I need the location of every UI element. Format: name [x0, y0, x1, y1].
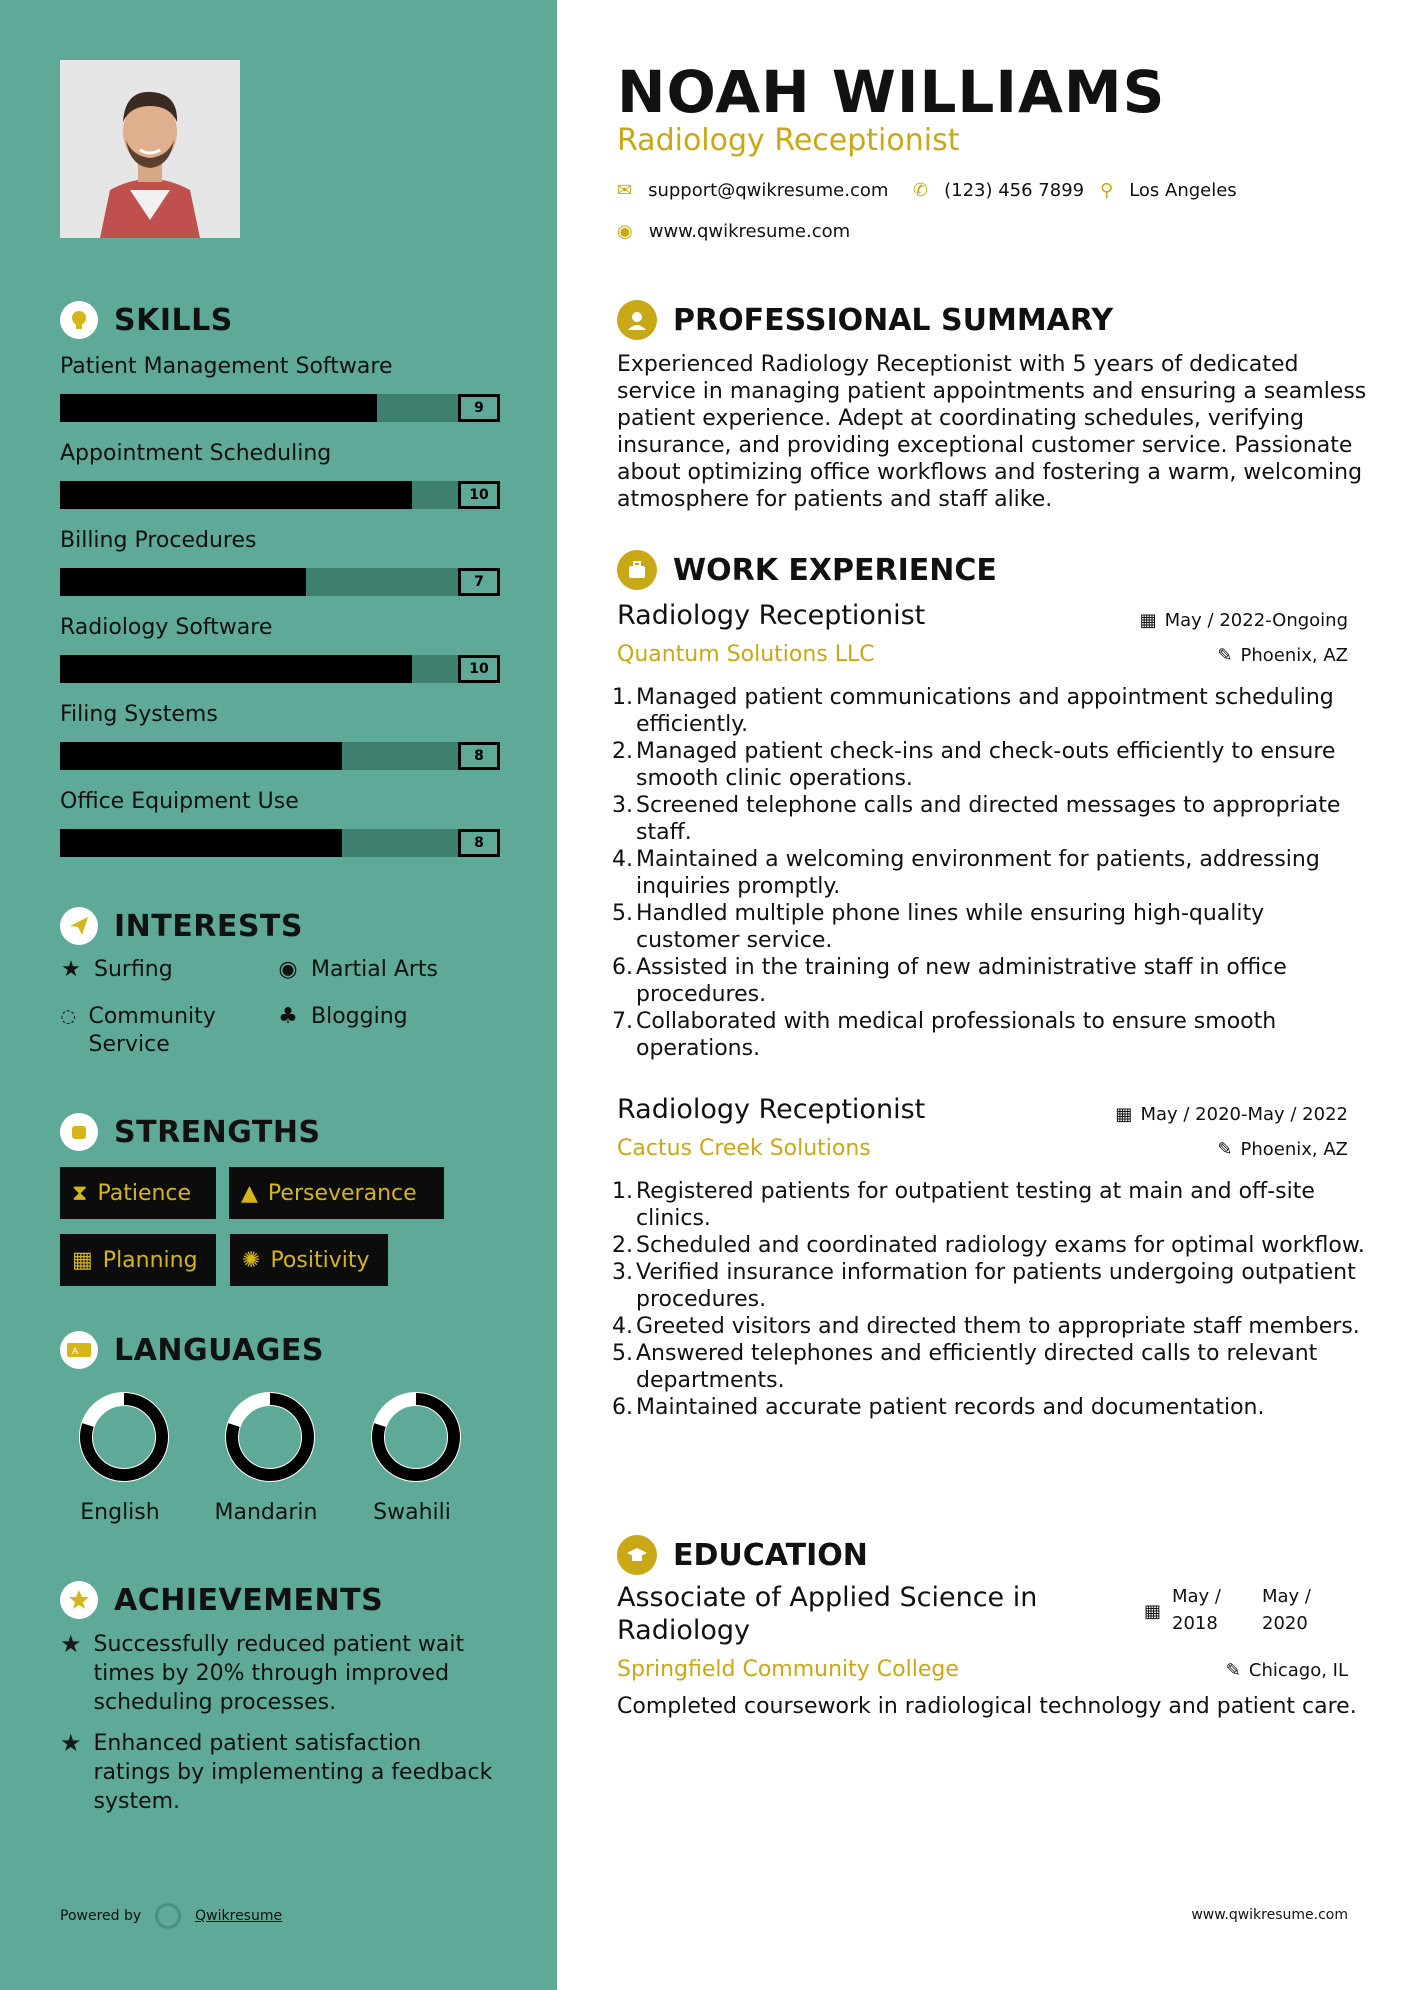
skill-item: [60, 526, 500, 590]
duty-text: Answered telephones and efficiently directed calls to relevant departments.: [636, 1341, 1318, 1393]
user-icon: [617, 300, 657, 340]
strength-chip: [230, 1234, 388, 1286]
interest-label: Martial Arts: [311, 957, 439, 982]
skill-bar: [60, 481, 500, 509]
interest-item: [277, 956, 438, 984]
experience-title: WORK EXPERIENCE: [673, 552, 997, 588]
skill-label: Patient Management Software: [60, 354, 393, 379]
language-gauge: [352, 1387, 472, 1491]
lightbulb-icon: [60, 301, 98, 339]
handshake-icon: ◌: [60, 1006, 77, 1027]
strength-label: Perseverance: [267, 1180, 417, 1206]
skill-bar: [60, 829, 500, 857]
education-end-line2: 2020: [1262, 1613, 1308, 1634]
duty-item: [612, 1232, 1372, 1259]
skill-bar-fill: [60, 394, 377, 422]
graduation-icon: [617, 1535, 657, 1575]
pin-icon: ✎: [1217, 645, 1233, 666]
duty-item: [612, 1008, 1372, 1062]
contact-phone: [913, 180, 1084, 201]
achievement-text: Enhanced patient satisfaction ratings by implementing a feedback system.: [93, 1731, 493, 1814]
duty-text: Handled multiple phone lines while ensuring high-quality customer service.: [636, 901, 1265, 953]
envelope-icon: ✉: [617, 180, 633, 201]
education-start-line1: May /: [1172, 1586, 1221, 1607]
skill-bar-fill: [60, 655, 412, 683]
education-heading: [617, 1535, 868, 1575]
duty-number: 3.: [612, 793, 633, 818]
sun-icon: ✺: [242, 1247, 261, 1273]
hourglass-icon: ⧗: [72, 1180, 88, 1206]
contact-email: [617, 180, 888, 201]
language-gauge: [206, 1387, 326, 1491]
powered-by: [60, 1903, 282, 1929]
star-icon: ★: [61, 957, 81, 982]
job-duties: [612, 684, 1372, 1062]
languages-title: LANGUAGES: [114, 1332, 324, 1368]
job-location-text: Phoenix, AZ: [1240, 645, 1348, 666]
achievement-text: Successfully reduced patient wait times by 20% through improved scheduling processes.: [93, 1632, 465, 1715]
interest-item: [60, 1003, 250, 1059]
skill-score: 9: [458, 394, 500, 422]
location-text: Los Angeles: [1129, 180, 1237, 201]
skill-bar: [60, 655, 500, 683]
education-end-date: [1262, 1583, 1311, 1637]
duty-text: Registered patients for outpatient testing at main and off-site clinics.: [636, 1179, 1315, 1231]
job-title: Radiology Receptionist: [617, 600, 926, 631]
duty-number: 6.: [612, 955, 633, 980]
pin-icon: ✎: [1225, 1660, 1241, 1681]
fist-icon: [60, 1113, 98, 1151]
job-location: [1217, 645, 1348, 666]
strength-label: Planning: [102, 1247, 198, 1273]
interest-label: Community Service: [88, 1004, 216, 1057]
phone-text: (123) 456 7899: [944, 180, 1085, 201]
duty-text: Maintained a welcoming environment for patients, addressing inquiries promptly.: [636, 847, 1320, 899]
summary-title: PROFESSIONAL SUMMARY: [673, 302, 1114, 338]
skill-bar: [60, 742, 500, 770]
strength-chip: [229, 1167, 444, 1219]
sidebar: [0, 0, 557, 1990]
skill-score: 8: [458, 829, 500, 857]
job-company: Quantum Solutions LLC: [617, 642, 875, 667]
skill-score: 10: [458, 481, 500, 509]
svg-text:A: A: [72, 1347, 79, 1357]
calendar-icon: ▦: [72, 1247, 93, 1273]
briefcase-icon: [617, 550, 657, 590]
summary-heading: [617, 300, 1113, 340]
duty-text: Greeted visitors and directed them to appropriate staff members.: [636, 1314, 1360, 1339]
skill-bar-fill: [60, 481, 412, 509]
duty-item: [612, 1394, 1372, 1421]
summary-text: Experienced Radiology Receptionist with 5 years of dedicated service in managing patient appointments and ensuring a seamless patient experience. Adept at coordinating schedules, verifying insurance, and providing exceptional customer service. Passionate about optimizing office workflows and fostering a warm, welcoming atmosphere for patients and staff alike.: [617, 352, 1367, 512]
interests-title: INTERESTS: [114, 908, 303, 944]
skill-item: [60, 700, 500, 764]
skill-bar-fill: [60, 568, 306, 596]
skill-bar-fill: [60, 742, 342, 770]
skill-item: [60, 439, 500, 503]
skill-item: [60, 787, 500, 851]
paper-plane-icon: [60, 907, 98, 945]
duty-number: 6.: [612, 1395, 633, 1420]
achievements-title: ACHIEVEMENTS: [114, 1582, 384, 1618]
duty-number: 2.: [612, 1233, 633, 1258]
phone-icon: ✆: [913, 180, 929, 201]
interest-label: Blogging: [311, 1004, 408, 1029]
interest-item: [60, 956, 173, 984]
map-pin-icon: ⚲: [1100, 180, 1114, 201]
website-text[interactable]: www.qwikresume.com: [648, 221, 851, 242]
duty-number: 7.: [612, 1009, 633, 1034]
skill-bar: [60, 394, 500, 422]
job-location-text: Phoenix, AZ: [1240, 1139, 1348, 1160]
duty-text: Maintained accurate patient records and documentation.: [636, 1395, 1265, 1420]
languages-heading: [60, 1331, 324, 1369]
profile-photo: [60, 60, 240, 238]
education-description: Completed coursework in radiological technology and patient care.: [617, 1694, 1357, 1719]
footer-url[interactable]: www.qwikresume.com: [1191, 1907, 1348, 1923]
users-icon: ♣: [278, 1004, 298, 1029]
achievement-item: [60, 1729, 500, 1816]
duty-number: 2.: [612, 739, 633, 764]
duty-item: [612, 900, 1372, 954]
candidate-name: NOAH WILLIAMS: [617, 58, 1166, 126]
duty-item: [612, 846, 1372, 900]
job-duties: [612, 1178, 1372, 1421]
education-location: [1226, 1660, 1348, 1681]
skills-title: SKILLS: [114, 302, 233, 338]
calendar-icon: ▦: [1115, 1104, 1133, 1125]
strength-chip: [60, 1234, 216, 1286]
interest-item: [277, 1003, 408, 1031]
duty-text: Scheduled and coordinated radiology exams for optimal workflow.: [636, 1233, 1365, 1258]
star-burst-icon: ★: [60, 1729, 82, 1757]
strength-chip: [60, 1167, 216, 1219]
email-text[interactable]: support@qwikresume.com: [648, 180, 889, 201]
duty-item: [612, 1340, 1372, 1394]
contact-location: [1100, 180, 1237, 201]
language-label: Swahili: [373, 1500, 451, 1525]
skill-score: 7: [458, 568, 500, 596]
skill-label: Appointment Scheduling: [60, 441, 332, 466]
skill-label: Filing Systems: [60, 702, 218, 727]
education-end-line1: May /: [1262, 1586, 1311, 1607]
duty-item: [612, 738, 1372, 792]
duty-item: [612, 684, 1372, 738]
education-start-line2: 2018: [1172, 1613, 1218, 1634]
strength-label: Patience: [97, 1180, 192, 1206]
strength-label: Positivity: [270, 1247, 370, 1273]
achievements-heading: [60, 1581, 383, 1619]
duty-number: 5.: [612, 901, 633, 926]
duty-text: Managed patient communications and appointment scheduling efficiently.: [636, 685, 1334, 737]
duty-number: 1.: [612, 1179, 633, 1204]
job-dates-text: May / 2020-May / 2022: [1140, 1104, 1348, 1125]
award-star-icon: [60, 1581, 98, 1619]
road-icon: ▲: [241, 1180, 258, 1206]
calendar-icon: ▦: [1144, 1601, 1162, 1622]
duty-text: Screened telephone calls and directed messages to appropriate staff.: [636, 793, 1341, 845]
education-location-text: Chicago, IL: [1248, 1660, 1348, 1681]
skill-item: [60, 613, 500, 677]
duty-number: 1.: [612, 685, 633, 710]
globe-icon: ◉: [617, 221, 633, 242]
skills-heading: [60, 301, 233, 339]
contact-website: [617, 221, 850, 242]
skill-bar: [60, 568, 500, 596]
skill-score: 10: [458, 655, 500, 683]
job-dates: [1140, 610, 1348, 631]
job-dates: [1115, 1104, 1348, 1125]
education-start-date: [1144, 1583, 1221, 1637]
skill-item: [60, 352, 500, 416]
duty-number: 4.: [612, 1314, 633, 1339]
interest-label: Surfing: [94, 957, 173, 982]
duty-text: Managed patient check-ins and check-outs efficiently to ensure smooth clinic operations.: [636, 739, 1336, 791]
duty-text: Assisted in the training of new administrative staff in office procedures.: [636, 955, 1287, 1007]
powered-by-label: Powered by: [60, 1908, 142, 1924]
job-company: Cactus Creek Solutions: [617, 1136, 871, 1161]
job-location: [1217, 1139, 1348, 1160]
duty-number: 5.: [612, 1341, 633, 1366]
duty-number: 3.: [612, 1260, 633, 1285]
duty-item: [612, 954, 1372, 1008]
duty-item: [612, 1178, 1372, 1232]
strengths-heading: [60, 1113, 321, 1151]
experience-heading: [617, 550, 997, 590]
language-label: Mandarin: [214, 1500, 318, 1525]
qwikresume-link[interactable]: Qwikresume: [195, 1908, 283, 1924]
duty-text: Verified insurance information for patients undergoing outpatient procedures.: [636, 1260, 1356, 1312]
duty-item: [612, 792, 1372, 846]
duty-number: 4.: [612, 847, 633, 872]
duty-item: [612, 1259, 1372, 1313]
language-gauge: [60, 1387, 180, 1491]
interests-heading: [60, 907, 303, 945]
duty-text: Collaborated with medical professionals to ensure smooth operations.: [636, 1009, 1277, 1061]
skill-label: Billing Procedures: [60, 528, 257, 553]
translate-icon: [60, 1331, 98, 1369]
pin-icon: ✎: [1217, 1139, 1233, 1160]
job-dates-text: May / 2022-Ongoing: [1164, 610, 1348, 631]
calendar-icon: ▦: [1139, 610, 1157, 631]
skill-label: Office Equipment Use: [60, 789, 299, 814]
globe-icon: ◉: [278, 957, 298, 982]
star-burst-icon: ★: [60, 1630, 82, 1658]
skill-label: Radiology Software: [60, 615, 273, 640]
degree-title: Associate of Applied Science in Radiology: [617, 1582, 1038, 1646]
candidate-role: Radiology Receptionist: [617, 123, 960, 158]
qwikresume-logo-icon: [155, 1903, 181, 1929]
duty-item: [612, 1313, 1372, 1340]
job-title: Radiology Receptionist: [617, 1094, 926, 1125]
skill-bar-fill: [60, 829, 342, 857]
strengths-title: STRENGTHS: [114, 1114, 321, 1150]
language-label: English: [80, 1500, 160, 1525]
skill-score: 8: [458, 742, 500, 770]
education-title: EDUCATION: [673, 1537, 868, 1573]
achievement-item: [60, 1630, 500, 1717]
school-name: Springfield Community College: [617, 1657, 959, 1682]
